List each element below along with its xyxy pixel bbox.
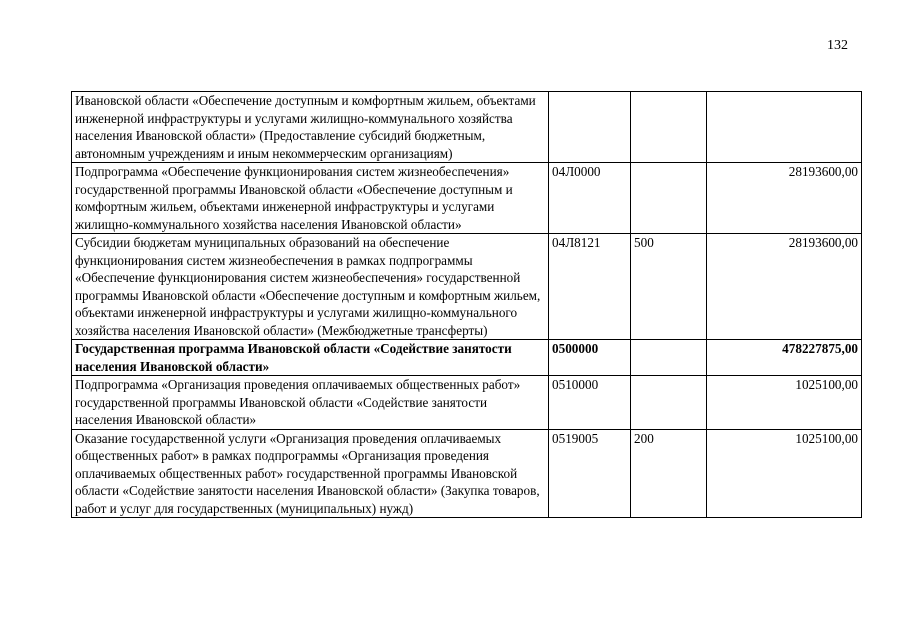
amount-cell xyxy=(707,92,862,163)
amount-cell: 478227875,00 xyxy=(707,340,862,376)
target-code-cell xyxy=(549,92,631,163)
target-code-cell: 0500000 xyxy=(549,340,631,376)
table-row xyxy=(72,234,862,340)
row-name-cell: Субсидии бюджетам муниципальных образований на обеспечение функционирования систем жизнеобеспечения в рамках подпрограммы «Обеспечение функционирования систем жизнеобеспечения» государственной программы Ивановской области «Обеспечение доступным и комфортным жильем, объектами инженерной инфраструктуры и услугами жилищно-коммунального хозяйства населения Ивановской области» (Межбюджетные трансферты) xyxy=(72,234,549,340)
expense-type-cell xyxy=(631,163,707,234)
expense-type-cell: 200 xyxy=(631,429,707,518)
page-number: 132 xyxy=(827,38,848,53)
amount-cell: 28193600,00 xyxy=(707,163,862,234)
amount-cell: 28193600,00 xyxy=(707,234,862,340)
expense-type-cell xyxy=(631,340,707,376)
target-code-cell: 0510000 xyxy=(549,376,631,430)
row-name-cell: Ивановской области «Обеспечение доступным и комфортным жильем, объектами инженерной инфраструктуры и услугами жилищно-коммунального хозяйства населения Ивановской области» (Предоставление субсидий бюджетным, автономным учреждениям и иным некоммерческим организациям) xyxy=(72,92,549,163)
expense-type-cell xyxy=(631,92,707,163)
table-row xyxy=(72,163,862,234)
row-name-cell: Оказание государственной услуги «Организация проведения оплачиваемых общественных работ» в рамках подпрограммы «Организация проведения оплачиваемых общественных работ» государственной программы Ивановской области «Содействие занятости населения Ивановской области» (Закупка товаров, работ и услуг для государственных (муниципальных) нужд) xyxy=(72,429,549,518)
expense-type-cell: 500 xyxy=(631,234,707,340)
row-name-cell: Подпрограмма «Организация проведения оплачиваемых общественных работ» государственной программы Ивановской области «Содействие занятости населения Ивановской области» xyxy=(72,376,549,430)
row-name-cell: Подпрограмма «Обеспечение функционирования систем жизнеобеспечения» государственной программы Ивановской области «Обеспечение доступным и комфортным жильем, объектами инженерной инфраструктуры и услугами жилищно-коммунального хозяйства населения Ивановской области» xyxy=(72,163,549,234)
amount-cell: 1025100,00 xyxy=(707,376,862,430)
target-code-cell: 04Л0000 xyxy=(549,163,631,234)
amount-cell: 1025100,00 xyxy=(707,429,862,518)
target-code-cell: 04Л8121 xyxy=(549,234,631,340)
expense-type-cell xyxy=(631,376,707,430)
budget-table xyxy=(71,91,862,518)
table-row-program xyxy=(72,340,862,376)
row-name-cell: Государственная программа Ивановской области «Содействие занятости населения Ивановской области» xyxy=(72,340,549,376)
target-code-cell: 0519005 xyxy=(549,429,631,518)
table-row xyxy=(72,376,862,430)
table-row xyxy=(72,429,862,518)
table-row xyxy=(72,92,862,163)
